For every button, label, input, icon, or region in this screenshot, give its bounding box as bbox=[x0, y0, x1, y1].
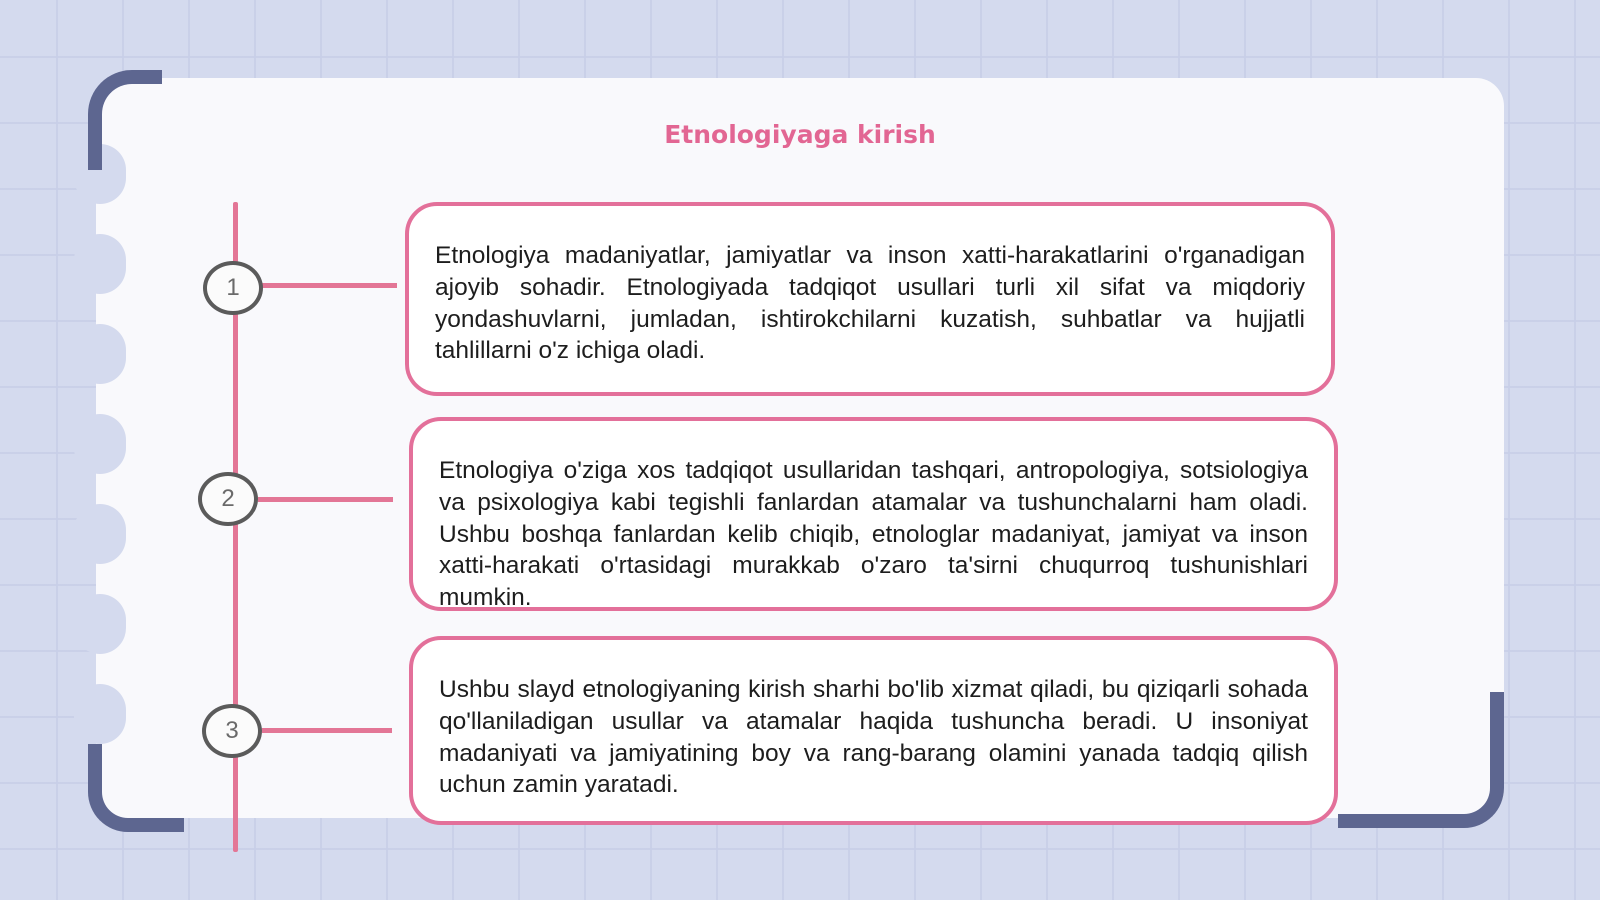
paper-notch bbox=[74, 234, 126, 294]
info-card-3 bbox=[409, 636, 1338, 825]
paper-notch bbox=[74, 504, 126, 564]
timeline-connector bbox=[262, 728, 392, 733]
paper-notch bbox=[74, 594, 126, 654]
slide-title: Etnologiyaga kirish bbox=[664, 120, 936, 149]
frame-corner-bottom-right bbox=[1338, 692, 1504, 828]
paper-notch bbox=[74, 414, 126, 474]
timeline-connector bbox=[258, 497, 393, 502]
step-number-1: 1 bbox=[203, 261, 263, 315]
info-card-2 bbox=[409, 417, 1338, 611]
info-card-text: Ushbu slayd etnologiyaning kirish sharhi bo'lib xizmat qiladi, bu qiziqarli sohada qo'llaniladigan usullar va atamalar haqida tushuncha beradi. U insoniyat madaniyati va jamiyatining boy va rang-barang olamini yanada tadqiq qilish uchun zamin yaratadi. bbox=[439, 676, 1308, 799]
step-number-3: 3 bbox=[202, 704, 262, 758]
frame-corner-bottom-left bbox=[88, 744, 184, 832]
info-card-1 bbox=[405, 202, 1335, 396]
timeline-connector bbox=[262, 283, 397, 288]
info-card-text: Etnologiya o'ziga xos tadqiqot usullaridan tashqari, antropologiya, sotsiologiya va psixologiya kabi tegishli fanlardan atamalar va tushunchalarni ham oladi. Ushbu boshqa fanlardan kelib chiqib, etnologlar madaniyat, jamiyat va inson xatti-harakati o'rtasidagi murakkab o'zaro ta'sirni chuqurroq tushunishlari mumkin. bbox=[439, 457, 1308, 612]
step-number-2: 2 bbox=[198, 472, 258, 526]
paper-notch bbox=[74, 324, 126, 384]
paper-notch bbox=[74, 684, 126, 744]
info-card-text: Etnologiya madaniyatlar, jamiyatlar va inson xatti-harakatlarini o'rganadigan ajoyib sohadir. Etnologiyada tadqiqot usullari turli xil sifat va miqdoriy yondashuvlarni, jumladan, ishtirokchilarni kuzatish, suhbatlar va hujjatli tahlillarni o'z ichiga oladi. bbox=[435, 242, 1305, 365]
